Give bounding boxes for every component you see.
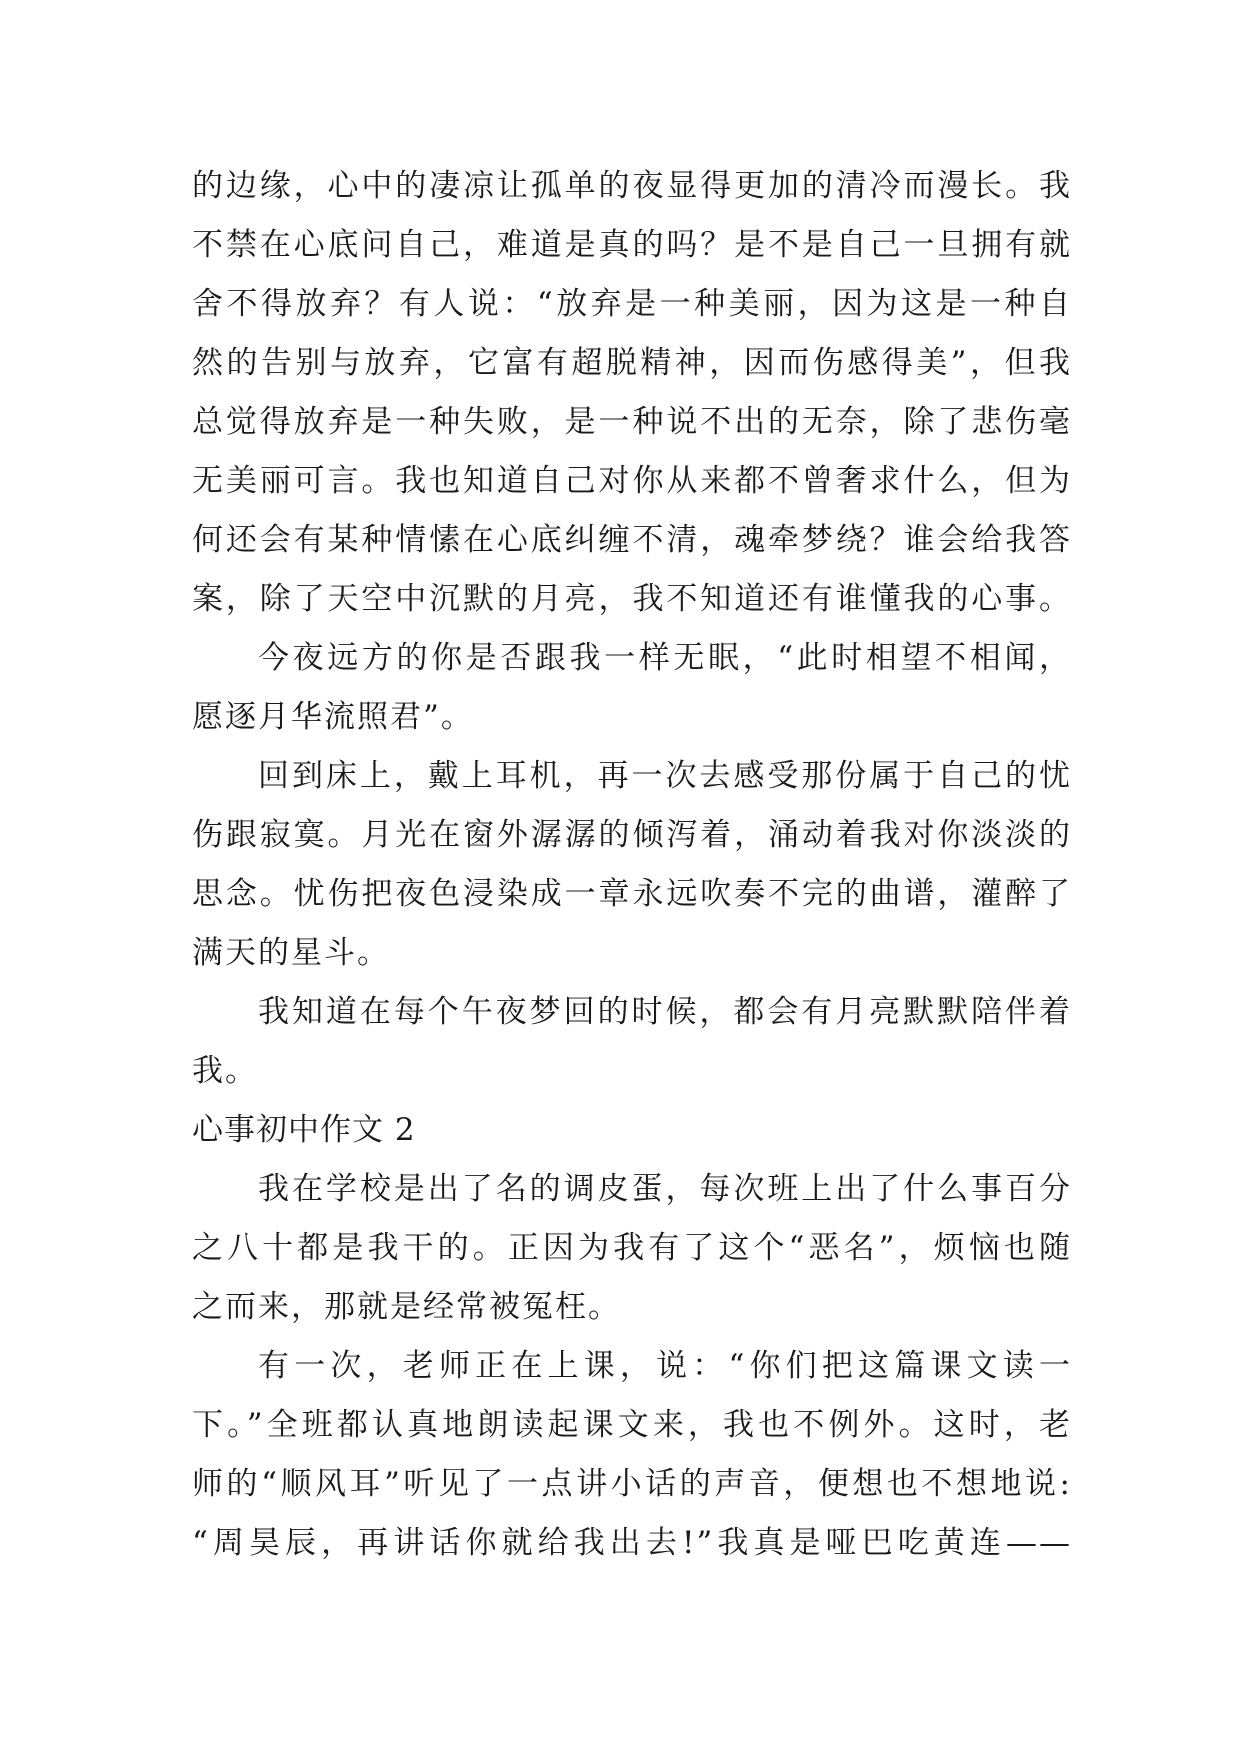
text-line: 回到床上，戴上耳机，再一次去感受那份属于自己的忧: [258, 758, 1072, 794]
text-line: “周昊辰，再讲话你就给我出去!”我真是哑巴吃黄连——: [192, 1525, 1072, 1561]
text-line: 然的告别与放弃，它富有超脱精神，因而伤感得美”，但我: [192, 345, 1072, 381]
text-line: 师的“顺风耳”听见了一点讲小话的声音，便想也不想地说:: [192, 1466, 1072, 1502]
text-line: 之而来，那就是经常被冤枉。: [192, 1289, 621, 1325]
text-line: 思念。忧伤把夜色浸染成一章永远吹奏不完的曲谱，灌醉了: [192, 876, 1072, 912]
text-line: 今夜远方的你是否跟我一样无眠，“此时相望不相闻，: [258, 640, 1072, 676]
text-line: 满天的星斗。: [192, 935, 390, 971]
text-line: 案，除了天空中沉默的月亮，我不知道还有谁懂我的心事。: [192, 581, 1072, 617]
text-line: 我在学校是出了名的调皮蛋，每次班上出了什么事百分: [258, 1171, 1072, 1207]
text-line: 不禁在心底问自己，难道是真的吗？是不是自己一旦拥有就: [192, 227, 1072, 263]
text-line: 舍不得放弃？有人说：“放弃是一种美丽，因为这是一种自: [192, 286, 1072, 322]
text-line: 何还会有某种情愫在心底纠缠不清，魂牵梦绕？谁会给我答: [192, 522, 1072, 558]
text-line: 我。: [192, 1053, 258, 1089]
text-line: 伤跟寂寞。月光在窗外潺潺的倾泻着，涌动着我对你淡淡的: [192, 817, 1072, 853]
text-line: 总觉得放弃是一种失败，是一种说不出的无奈，除了悲伤毫: [192, 404, 1072, 440]
text-line: 的边缘，心中的凄凉让孤单的夜显得更加的清冷而漫长。我: [192, 168, 1072, 204]
text-line: 我知道在每个午夜梦回的时候，都会有月亮默默陪伴着: [258, 994, 1072, 1030]
text-line: 有一次，老师正在上课，说：“你们把这篇课文读一: [258, 1348, 1072, 1384]
section-heading: 心事初中作文 2: [192, 1112, 416, 1148]
text-line: 之八十都是我干的。正因为我有了这个“恶名”，烦恼也随: [192, 1230, 1072, 1266]
text-line: 无美丽可言。我也知道自己对你从来都不曾奢求什么，但为: [192, 463, 1072, 499]
text-line: 愿逐月华流照君”。: [192, 699, 474, 735]
essay-text: [192, 157, 1072, 1573]
text-line: 下。”全班都认真地朗读起课文来，我也不例外。这时，老: [192, 1407, 1072, 1443]
